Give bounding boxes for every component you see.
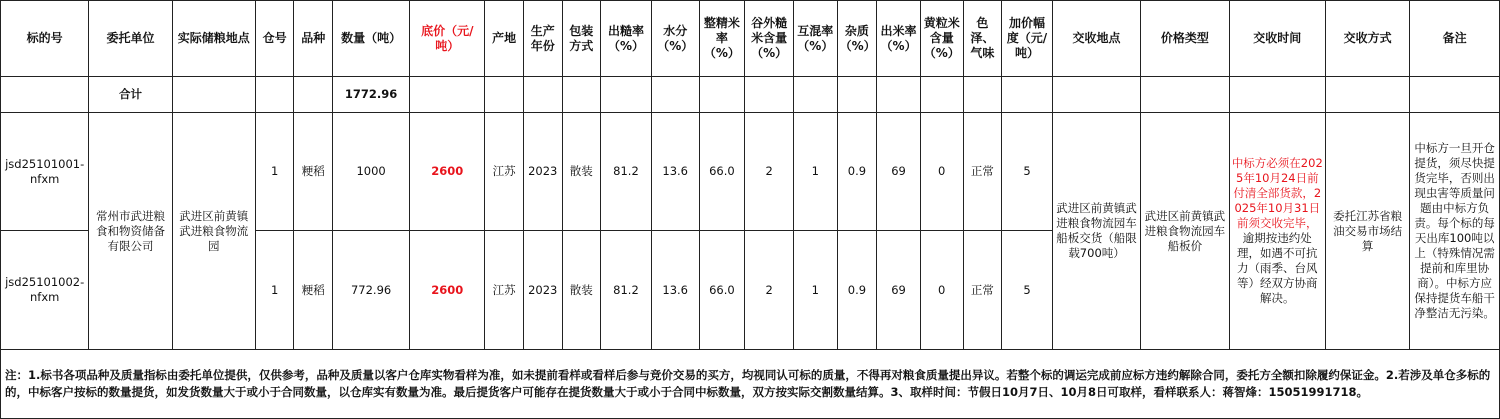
brown-rice-rate: 81.2 (601, 231, 652, 350)
packing: 散装 (562, 231, 601, 350)
header-quantity: 数量（吨） (333, 1, 410, 77)
total-cell (172, 77, 255, 113)
header-impurity: 杂质（%） (837, 1, 877, 77)
quantity: 1000 (333, 113, 410, 231)
remarks: 中标方一旦开仓提货，须尽快提货完毕，否则出现虫害等质量问题由中标方负责。每个标的每天出库100吨以上（特殊情况需提前和库里协商）。中标方应保持提货车船干净整洁无污染。 (1410, 113, 1500, 350)
header-yellow-rice: 黄粒米含量（%） (920, 1, 963, 77)
total-cell (485, 77, 524, 113)
total-cell (1, 77, 89, 113)
production-year: 2023 (523, 113, 562, 231)
header-variety: 品种 (294, 1, 333, 77)
total-cell (523, 77, 562, 113)
total-cell (1229, 77, 1325, 113)
bin-no: 1 (255, 113, 294, 231)
total-cell (745, 77, 794, 113)
header-price-type: 价格类型 (1141, 1, 1229, 77)
lot-no: jsd25101001-nfxm (1, 113, 89, 231)
delivery-time-deadline: 中标方必须在2025年10月24日前付清全部货款，2025年10月31日前须交收完毕， (1231, 156, 1323, 230)
variety: 粳稻 (294, 231, 333, 350)
total-cell (294, 77, 333, 113)
quantity: 772.96 (333, 231, 410, 350)
header-mix-rate: 互混率（%） (793, 1, 837, 77)
footnote: 注：1.标书各项品种及质量指标由委托单位提供，仅供参考，品种及质量以客户仓库实物看样为准，如未提前看样或看样后参与竞价交易的买方，均视同认可标的质量，不得再对粮食质量提出异议。若整个标的调运完成前应标方违约解除合同，委托方全额扣除履约保证金。2.若涉及单仓多标的的，中标客户按标的数量提货，如发货数量大于或小于合同数量，以仓库实有数量为准。最后提货客户可能存在提货数量大于或小于合同中标数量，双方按实际交割数量结算。3、取样时间：节假日10月7日、10月8日可取样，看样联系人：蒋智烽：15051991718。 (1, 350, 1500, 419)
note-row (1, 350, 1500, 419)
header-delivery-time: 交收时间 (1229, 1, 1325, 77)
total-cell (1326, 77, 1410, 113)
delivery-place: 武进区前黄镇武进粮食物流园车船板交货（船限载700吨） (1052, 113, 1140, 350)
header-head-rice: 整精米率（%） (699, 1, 745, 77)
header-consignor: 委托单位 (89, 1, 172, 77)
brown-rice-rate: 81.2 (601, 113, 652, 231)
color-smell: 正常 (963, 231, 1002, 350)
header-paddy-in-rice: 谷外糙米含量（%） (745, 1, 794, 77)
header-delivery-place: 交收地点 (1052, 1, 1140, 77)
total-label: 合计 (89, 77, 172, 113)
header-color-smell: 色泽、气味 (963, 1, 1002, 77)
paddy-in-rice: 2 (745, 113, 794, 231)
impurity: 0.9 (837, 113, 877, 231)
head-rice-rate: 66.0 (699, 113, 745, 231)
total-quantity: 1772.96 (333, 77, 410, 113)
header-milling-rate: 出米率（%） (877, 1, 921, 77)
total-cell (1141, 77, 1229, 113)
total-cell (920, 77, 963, 113)
storage-location: 武进区前黄镇武进粮食物流园 (172, 113, 255, 350)
total-cell (1002, 77, 1053, 113)
header-increment: 加价幅度（元/吨） (1002, 1, 1053, 77)
head-rice-rate: 66.0 (699, 231, 745, 350)
milling-rate: 69 (877, 113, 921, 231)
packing: 散装 (562, 113, 601, 231)
header-lot-no: 标的号 (1, 1, 89, 77)
total-cell (562, 77, 601, 113)
yellow-rice: 0 (920, 113, 963, 231)
yellow-rice: 0 (920, 231, 963, 350)
total-cell (1052, 77, 1140, 113)
total-cell (963, 77, 1002, 113)
price-increment: 5 (1002, 113, 1053, 231)
price-increment: 5 (1002, 231, 1053, 350)
base-price: 2600 (410, 113, 485, 231)
consignor: 常州市武进粮食和物资储备有限公司 (89, 113, 172, 350)
header-bin: 仓号 (255, 1, 294, 77)
lot-no: jsd25101002-nfxm (1, 231, 89, 350)
total-cell (601, 77, 652, 113)
total-cell (1410, 77, 1500, 113)
total-row (1, 77, 1500, 113)
delivery-time (1229, 113, 1325, 350)
impurity: 0.9 (837, 231, 877, 350)
delivery-method: 委托江苏省粮油交易市场结算 (1326, 113, 1410, 350)
header-brown-rate: 出糙率（%） (601, 1, 652, 77)
total-cell (699, 77, 745, 113)
header-remarks: 备注 (1410, 1, 1500, 77)
origin: 江苏 (485, 113, 524, 231)
total-cell (410, 77, 485, 113)
color-smell: 正常 (963, 113, 1002, 231)
header-storage: 实际储粮地点 (172, 1, 255, 77)
origin: 江苏 (485, 231, 524, 350)
bin-no: 1 (255, 231, 294, 350)
header-moisture: 水分（%） (651, 1, 699, 77)
delivery-time-terms: 逾期按违约处理，如遇不可抗力（雨季、台风等）经双方协商解决。 (1237, 231, 1318, 305)
header-base-price: 底价（元/吨） (410, 1, 485, 77)
paddy-in-rice: 2 (745, 231, 794, 350)
moisture: 13.6 (651, 231, 699, 350)
price-type: 武进区前黄镇武进粮食物流园车船板价 (1141, 113, 1229, 350)
mix-rate: 1 (793, 113, 837, 231)
variety: 粳稻 (294, 113, 333, 231)
header-year: 生产年份 (523, 1, 562, 77)
mix-rate: 1 (793, 231, 837, 350)
table-row (1, 113, 1500, 231)
header-origin: 产地 (485, 1, 524, 77)
total-cell (837, 77, 877, 113)
header-delivery-method: 交收方式 (1326, 1, 1410, 77)
total-cell (877, 77, 921, 113)
moisture: 13.6 (651, 113, 699, 231)
header-packing: 包装方式 (562, 1, 601, 77)
milling-rate: 69 (877, 231, 921, 350)
production-year: 2023 (523, 231, 562, 350)
total-cell (793, 77, 837, 113)
header-row (1, 1, 1500, 77)
total-cell (255, 77, 294, 113)
total-cell (651, 77, 699, 113)
base-price: 2600 (410, 231, 485, 350)
